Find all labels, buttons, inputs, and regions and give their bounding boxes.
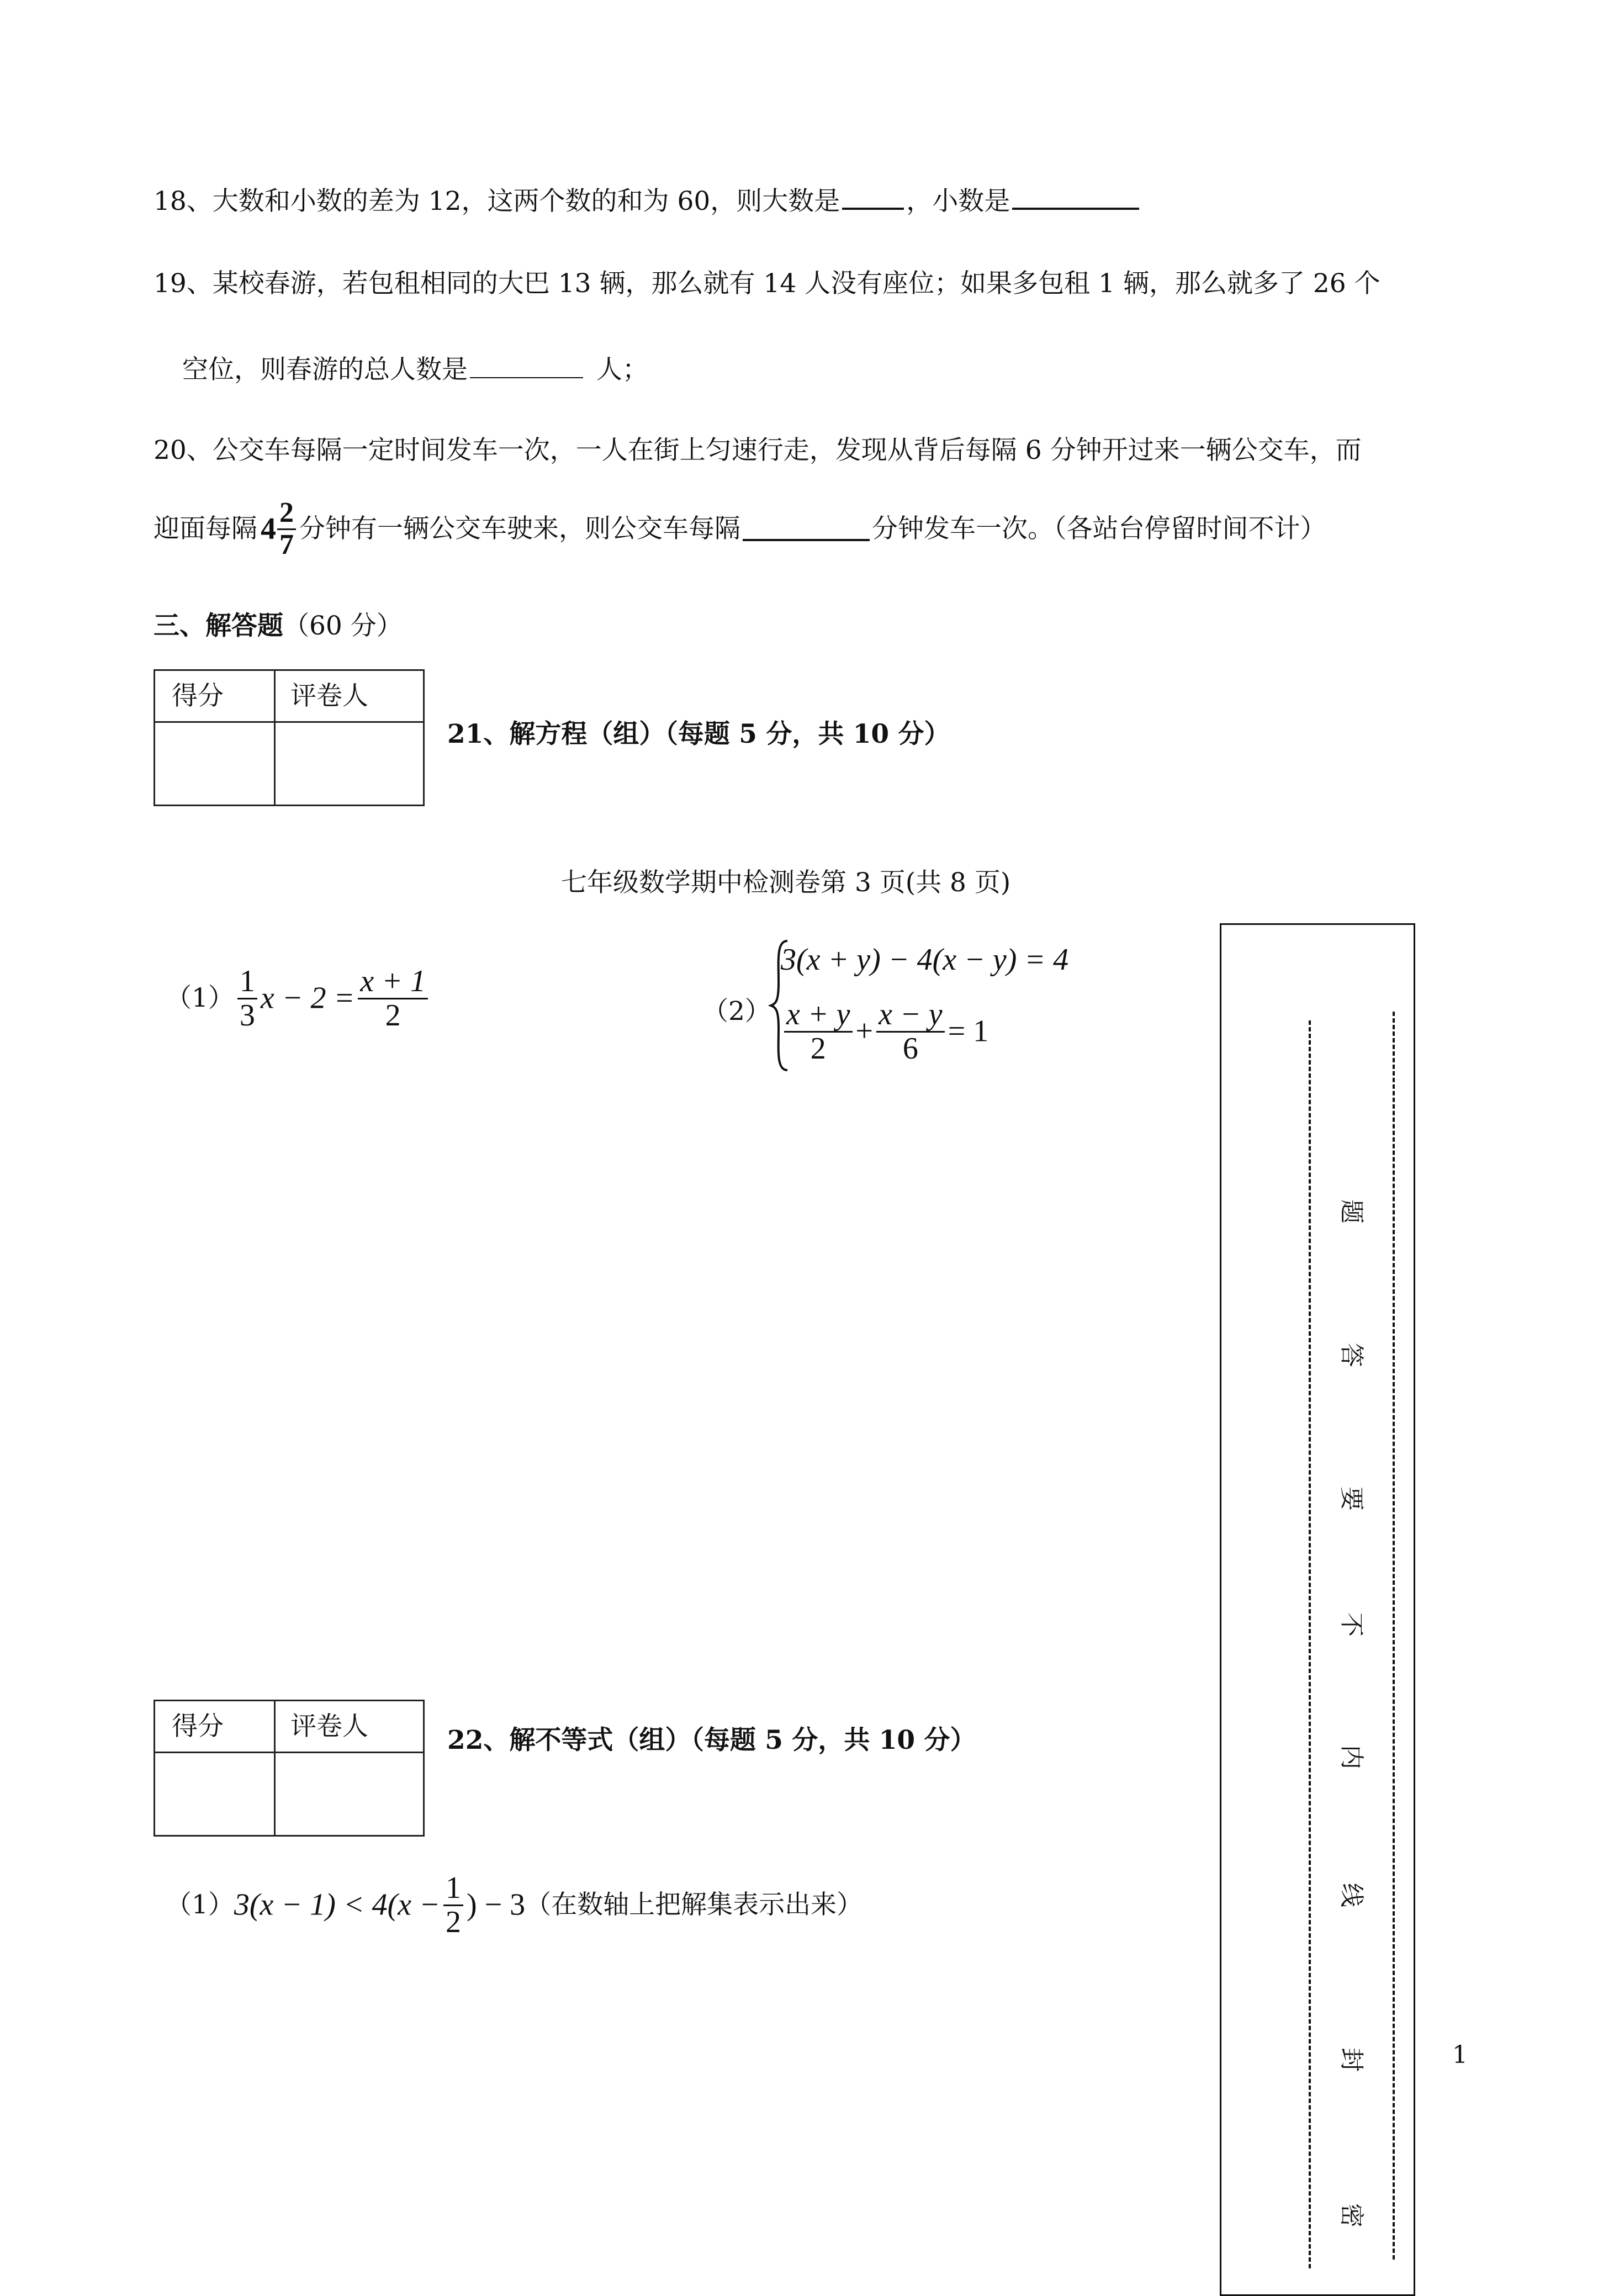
q21-part-1-middle: x − 2 =: [260, 981, 355, 1015]
mixed-number-whole: 4: [261, 511, 276, 546]
q21-part-2-equation-1: 3(x + y) − 4(x − y) = 4: [781, 943, 1069, 977]
question-20-line-1: 20、公交车每隔一定时间发车一次，一人在街上匀速行走，发现从背后每隔 6 分钟开过来一辆公交车，而: [154, 435, 1362, 465]
section-3-title: 三、解答题: [154, 611, 283, 641]
grader-label: 评卷人: [290, 681, 368, 711]
fraction-denominator: 2: [385, 998, 401, 1033]
score-input-cell[interactable]: [155, 1753, 274, 1835]
q21-part-1: [166, 965, 431, 1032]
q21-part-1-label: （1）: [166, 983, 234, 1014]
fraction-numerator: 1: [443, 1872, 463, 1906]
answer-blank-interval[interactable]: [743, 517, 870, 541]
answer-blank-large-number[interactable]: [842, 186, 904, 210]
q22-part-1: [166, 1872, 863, 1939]
seal-char-6: 线: [1337, 1883, 1366, 1907]
question-18-text-b: ，小数是: [906, 186, 1010, 216]
inequality-tail: ) − 3: [466, 1887, 526, 1922]
question-19-line-1: 19、某校春游，若包租相同的大巴 13 辆，那么就有 14 人没有座位；如果多包租 1 辆，那么就多了 26 个: [154, 268, 1380, 299]
seal-dashed-line-right: [1393, 1012, 1395, 2260]
fraction-denominator: 7: [279, 528, 294, 560]
question-19-text-a: 空位，则春游的总人数是: [182, 355, 468, 385]
seal-char-2: 答: [1337, 1343, 1366, 1367]
question-19-text-b: 人；: [596, 355, 648, 385]
seal-char-8: 密: [1337, 2203, 1366, 2228]
q21-part-2-label: （2）: [702, 996, 771, 1027]
question-20-text-c: 分钟发车一次。（各站台停留时间不计）: [872, 513, 1326, 544]
page-footer: 七年级数学期中检测卷第 3 页(共 8 页): [561, 867, 1011, 898]
section-3-heading: [154, 613, 403, 639]
seal-char-1: 题: [1337, 1199, 1366, 1224]
q22-part-1-note: （在数轴上把解集表示出来）: [525, 1890, 863, 1921]
fraction-difference: [876, 998, 945, 1065]
inequality-lhs: 3(x − 1) < 4(x −: [234, 1887, 440, 1922]
seal-margin-box: [1220, 923, 1415, 2296]
fraction-sum: [784, 998, 853, 1065]
plus-sign: +: [855, 1014, 874, 1049]
seal-dashed-line-left: [1309, 1020, 1311, 2268]
fraction-numerator: 1: [237, 965, 257, 999]
seal-char-7: 封: [1337, 2048, 1366, 2072]
score-input-cell[interactable]: [155, 723, 274, 805]
fraction-denominator: 2: [445, 1904, 461, 1939]
question-20-text-b: 分钟有一辆公交车驶来，则公交车每隔: [299, 513, 740, 544]
fraction-denominator: 2: [810, 1031, 826, 1066]
question-19-line-2: [182, 355, 648, 383]
seal-char-3: 要: [1337, 1486, 1366, 1511]
q22-part-1-label: （1）: [166, 1890, 234, 1921]
question-20-line-2: [154, 498, 1326, 560]
score-label: 得分: [172, 681, 224, 711]
question-20-text-a: 迎面每隔: [154, 513, 257, 544]
score-box-q21: [154, 669, 425, 806]
question-18-text-a: 18、大数和小数的差为 12，这两个数的和为 60，则大数是: [154, 186, 840, 216]
fraction-one-half: [443, 1872, 463, 1939]
grader-label: 评卷人: [290, 1711, 368, 1742]
fraction-numerator: x + 1: [358, 965, 428, 999]
fraction-denominator: 3: [239, 998, 255, 1033]
fraction-numerator: x + y: [784, 998, 853, 1033]
question-18: [154, 186, 1141, 214]
equation-rhs: = 1: [948, 1014, 989, 1049]
grader-input-cell[interactable]: [276, 1753, 423, 1835]
score-label: 得分: [172, 1711, 224, 1742]
answer-blank-total-people[interactable]: [470, 355, 583, 378]
section-3-points: （60 分）: [283, 611, 403, 641]
mixed-number-fraction: [277, 498, 296, 560]
answer-blank-small-number[interactable]: [1012, 186, 1139, 210]
grader-input-cell[interactable]: [276, 723, 423, 805]
score-box-q22: [154, 1700, 425, 1837]
seal-char-4: 不: [1337, 1612, 1366, 1637]
q21-part-2-equation-2: [781, 998, 988, 1065]
page-number: 1: [1452, 2041, 1468, 2069]
fraction-one-third: [237, 965, 257, 1032]
question-22-title: 22、解不等式（组）（每题 5 分，共 10 分）: [447, 1725, 976, 1755]
seal-char-5: 内: [1337, 1745, 1366, 1769]
fraction-denominator: 6: [902, 1031, 918, 1066]
question-21-title: 21、解方程（组）（每题 5 分，共 10 分）: [447, 719, 950, 749]
fraction-rhs: [358, 965, 428, 1032]
fraction-numerator: x − y: [876, 998, 945, 1033]
fraction-numerator: 2: [277, 498, 296, 530]
